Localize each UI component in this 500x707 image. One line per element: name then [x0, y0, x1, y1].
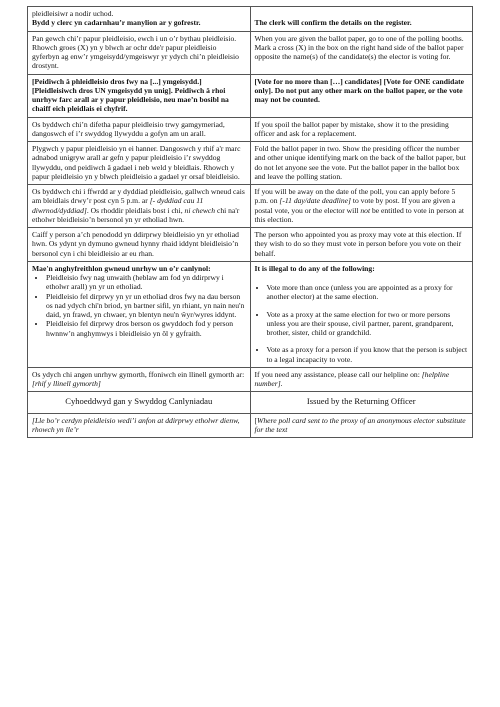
english-text: Fold the ballot paper in two. Show the presiding officer the number and other unique identifying mark on the back of the ballot paper, but do not let anyone see the vote. Put the ballot paper in the ballot box and leave the polling station. — [254, 144, 466, 181]
welsh-cell — [28, 261, 251, 367]
table-row — [28, 228, 473, 262]
english-cell — [250, 185, 473, 228]
welsh-text: [Lle bo’r cerdyn pleidleisio wedi’i anfon at ddirprwy etholwr dienw, rhowch yn lle’r — [32, 415, 240, 434]
bilingual-table — [27, 6, 473, 438]
welsh-text: Pan gewch chi’r papur pleidleisio, ewch i un o’r bythau pleidleisio. Rhowch groes (X) yn y blwch ar ochr dde'r papur pleidleisio gyferbyn ag enw’r ymgeisydd/ymgeiswyr yr ydych chi’n pleidleisio drostynt. — [32, 33, 239, 71]
list-item: • Vote as a proxy at the same election for two or more persons unless you are their spouse, civil partner, parent, grandparent, brother, sister, child or grandchild. — [267, 310, 469, 338]
english-cell — [250, 117, 473, 142]
welsh-heading: Mae'n anghyfreithlon gwneud unrhyw un o’r canlynol: — [32, 263, 211, 273]
table-row — [28, 261, 473, 367]
welsh-list — [32, 273, 246, 338]
english-text: If you spoil the ballot paper by mistake, show it to the presiding officer and ask for a replacement. — [254, 119, 449, 138]
welsh-cell — [28, 117, 251, 142]
welsh-text: [Peidiwch â phleidleisio dros fwy na [...] ymgeisydd.] [Pleidleisiwch dros UN ymgeisydd yn unig]. Peidiwch â rhoi unrhyw farc arall ar y papur pleidleisio, neu mae’n bosibl na chaiff eich pleidlais ei chyfrif. — [32, 76, 229, 114]
english-cell — [250, 31, 473, 74]
english-text: The person who appointed you as proxy may vote at this election. If they wish to do so they must vote in person before you vote on their behalf. — [254, 230, 462, 258]
english-cell — [250, 367, 473, 392]
welsh-text: pleidleisiwr a nodir uchod. — [32, 9, 114, 18]
welsh-cell — [28, 7, 251, 32]
welsh-cell — [28, 413, 251, 438]
table-row — [28, 74, 473, 117]
welsh-text: Os ydych chi angen unrhyw gymorth, ffoniwch ein llinell gymorth ar: [rhif y llinell gymorth] — [32, 369, 245, 388]
list-item: • Vote as a proxy for a person if you know that the person is subject to a legal incapacity to vote. — [267, 345, 469, 364]
english-list — [255, 283, 469, 364]
english-text: [Where poll card sent to the proxy of an anonymous elector substitute for the text — [254, 415, 466, 434]
document-page — [27, 6, 473, 707]
table-row — [28, 413, 473, 438]
welsh-text: Caiff y person a’ch penododd yn ddirprwy bleidleisio yn yr etholiad hwn. Os ydynt yn dymuno gwneud hynny rhaid iddynt bleidleisio’n bersonol cyn i chi bleidleisio ar eu rhan. — [32, 230, 239, 258]
list-item: • Pleidleisio fel dirprwy yn yr un etholiad dros fwy na dau berson os nad ydych chi'n briod, yn bartner sifil, yn rhiant, yn nain neu'n daid, yn frawd, yn chwaer, yn blentyn neu'n ŵyr/wyres iddynt. — [46, 292, 246, 320]
welsh-cell — [28, 74, 251, 117]
english-cell — [250, 7, 473, 32]
welsh-cell — [28, 367, 251, 392]
welsh-text: Bydd y clerc yn cadarnhau’r manylion ar y gofrestr. — [32, 18, 201, 28]
welsh-cell — [28, 228, 251, 262]
welsh-cell — [28, 185, 251, 228]
issued-by-welsh: Cyhoeddwyd gan y Swyddog Canlyniadau — [65, 396, 213, 407]
welsh-cell — [28, 392, 251, 413]
table-row — [28, 7, 473, 32]
english-cell — [250, 228, 473, 262]
list-item: • Pleidleisio fel dirprwy dros berson os gwyddoch fod y person hwnnw’n anghymwys i bleidleisio yn ôl y gyfraith. — [46, 319, 246, 338]
welsh-cell — [28, 142, 251, 185]
list-item: • Pleidleisio fwy nag unwaith (heblaw am fod yn ddirprwy i etholwr arall) yn yr un etholiad. — [46, 273, 246, 292]
english-heading: It is illegal to do any of the following: — [254, 263, 375, 273]
welsh-cell — [28, 31, 251, 74]
table-row — [28, 117, 473, 142]
table-row — [28, 31, 473, 74]
english-text: The clerk will confirm the details on the register. — [254, 18, 412, 27]
english-text: If you need any assistance, please call our helpline on: [helpline number]. — [254, 369, 450, 388]
welsh-text: Plygwch y papur pleidleisio yn ei hanner. Dangoswch y rhif a'r marc adnabod unigryw arall ar gefn y papur pleidleisio i’r swyddog llywyddu, ond peidiwch â gadael i neb weld y bleidlais. Rhowch y papur pleidleisio yn y blwch pleidleisio a gadael yr orsaf bleidleisio. — [32, 144, 241, 181]
english-cell — [250, 413, 473, 438]
english-cell — [250, 261, 473, 367]
english-text: When you are given the ballot paper, go to one of the polling booths. Mark a cross (X) in the box on the right hand side of the ballot paper opposite the name(s) of the candidate(s) the elector is voting for. — [254, 33, 464, 61]
issued-by-english: Issued by the Returning Officer — [306, 396, 416, 407]
table-row — [28, 392, 473, 413]
welsh-text: Os byddwch chi i ffwrdd ar y dyddiad pleidleisio, gallwch wneud cais am bleidlais drwy’r post cyn 5 p.m. ar [- dyddiad cau 11 diwrnod/dyddiad]. Os rhoddir pleidlais bost i chi, ni chewch chi na'r etholwr bleidleisio’n bersonol yn yr etholiad hwn. — [32, 187, 245, 224]
english-text: [Vote for no more than […] candidates] [Vote for ONE candidate only]. Do not put any other mark on the ballot paper, or the vote may not be counted. — [254, 76, 465, 104]
table-row — [28, 367, 473, 392]
english-cell — [250, 142, 473, 185]
english-cell — [250, 392, 473, 413]
table-row — [28, 185, 473, 228]
table-row — [28, 142, 473, 185]
welsh-text: Os byddwch chi’n difetha papur pleidleisio trwy gamgymeriad, dangoswch ef i’r swyddog llywyddu a gofyn am un arall. — [32, 119, 225, 138]
english-text: If you will be away on the date of the poll, you can apply before 5 p.m. on [-11 day/date deadline] to vote by post. If you are given a postal vote, you or the elector will not be entitled to vote in person at this election. — [254, 187, 464, 224]
english-cell — [250, 74, 473, 117]
list-item: • Vote more than once (unless you are appointed as a proxy for another elector) at the same election. — [267, 283, 469, 302]
